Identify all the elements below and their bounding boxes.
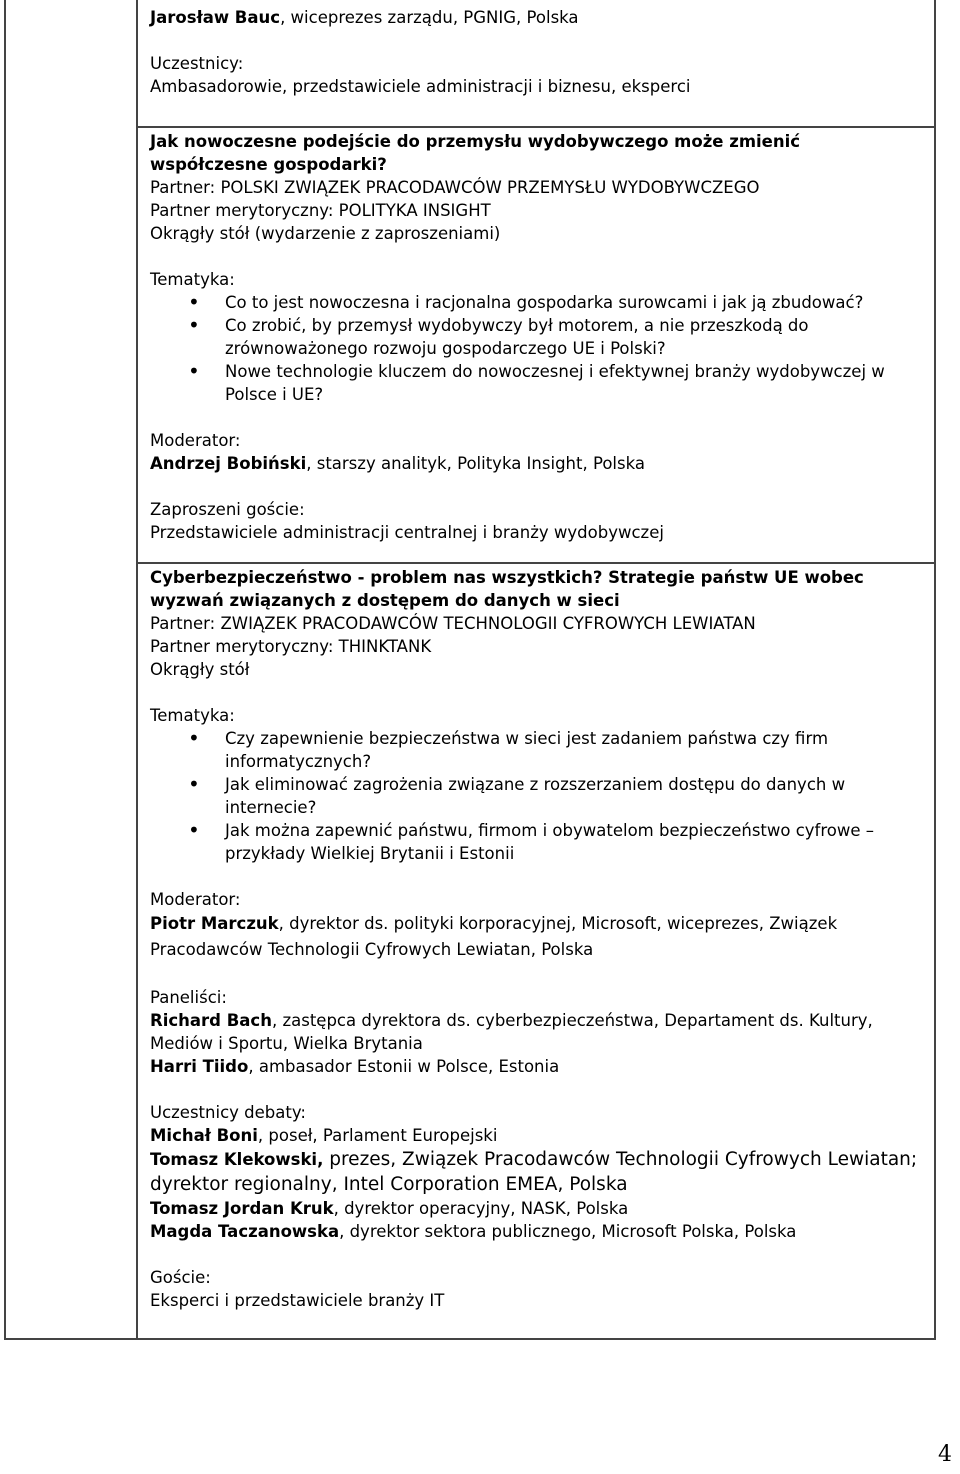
session-title: Jak nowoczesne podejście do przemysłu wydobywczego może zmienić współczesne gospodarki? bbox=[150, 132, 801, 174]
list-item: • Nowe technologie kluczem do nowoczesnej i efektywnej branży wydobywczej w Polsce i UE? bbox=[150, 360, 926, 406]
speaker-name: Jarosław Bauc bbox=[150, 8, 281, 27]
moderator-name: Piotr Marczuk bbox=[150, 914, 279, 933]
debate-line bbox=[150, 1124, 926, 1147]
panelist-name: Harri Tiido bbox=[150, 1057, 249, 1076]
panelist-line bbox=[150, 1055, 926, 1078]
session-partner: Partner: ZWIĄZEK PRACODAWCÓW TECHNOLOGII CYFROWYCH LEWIATAN bbox=[150, 614, 756, 633]
moderator-line bbox=[150, 452, 926, 475]
panelist-line bbox=[150, 1009, 926, 1055]
debate-line bbox=[150, 1220, 926, 1243]
debate-line bbox=[150, 1147, 926, 1197]
speaker-line bbox=[150, 6, 926, 29]
topics-list bbox=[150, 291, 926, 406]
list-item: • Co zrobić, by przemysł wydobywczy był motorem, a nie przeszkodą do zrównoważonego rozwoju gospodarczego UE i Polski? bbox=[150, 314, 926, 360]
moderator-name: Andrzej Bobiński bbox=[150, 454, 307, 473]
panelist-role: , zastępca dyrektora ds. cyberbezpieczeństwa, Departament ds. Kultury, Mediów i Sportu, Wielka Brytania bbox=[150, 1011, 873, 1053]
debate-name: Tomasz Klekowski, bbox=[150, 1150, 324, 1169]
moderator-role: , starszy analityk, Polityka Insight, Polska bbox=[306, 454, 645, 473]
session-format: Okrągły stół bbox=[150, 660, 250, 679]
list-item: • Czy zapewnienie bezpieczeństwa w sieci jest zadaniem państwa czy firm informatycznych? bbox=[150, 727, 926, 773]
debate-line bbox=[150, 1197, 926, 1220]
session-content-partner: Partner merytoryczny: THINKTANK bbox=[150, 637, 432, 656]
topics-list bbox=[150, 727, 926, 865]
panelists-label: Paneliści: bbox=[150, 988, 227, 1007]
debate-name: Michał Boni bbox=[150, 1126, 258, 1145]
participants-text: Ambasadorowie, przedstawiciele administracji i biznesu, eksperci bbox=[150, 77, 691, 96]
debate-label: Uczestnicy debaty: bbox=[150, 1103, 306, 1122]
moderator-label: Moderator: bbox=[150, 890, 241, 909]
panelist-name: Richard Bach bbox=[150, 1011, 272, 1030]
debate-role: , poseł, Parlament Europejski bbox=[257, 1126, 498, 1145]
session-format: Okrągły stół (wydarzenie z zaproszeniami) bbox=[150, 224, 501, 243]
list-item: • Co to jest nowoczesna i racjonalna gospodarka surowcami i jak ją zbudować? bbox=[150, 291, 926, 314]
debate-role: prezes, Związek Pracodawców Technologii Cyfrowych Lewiatan; dyrektor regionalny, Intel Corporation EMEA, Polska bbox=[150, 1149, 918, 1195]
list-item: • Jak eliminować zagrożenia związane z rozszerzaniem dostępu do danych w internecie? bbox=[150, 773, 926, 819]
debate-name: Magda Taczanowska bbox=[150, 1222, 340, 1241]
guests-text: Przedstawiciele administracji centralnej i branży wydobywczej bbox=[150, 523, 664, 542]
debate-role: , dyrektor operacyjny, NASK, Polska bbox=[333, 1199, 629, 1218]
page-number: 4 bbox=[938, 1442, 952, 1467]
moderator-role: , dyrektor ds. polityki korporacyjnej, Microsoft, wiceprezes, Związek Pracodawców Technologii Cyfrowych Lewiatan, Polska bbox=[150, 914, 838, 959]
agenda-table bbox=[4, 0, 936, 1340]
session-content-partner: Partner merytoryczny: POLITYKA INSIGHT bbox=[150, 201, 491, 220]
topics-label: Tematyka: bbox=[150, 270, 235, 289]
debate-name: Tomasz Jordan Kruk bbox=[150, 1199, 334, 1218]
session-title: Cyberbezpieczeństwo - problem nas wszystkich? Strategie państw UE wobec wyzwań związanych z dostępem do danych w sieci bbox=[150, 568, 864, 610]
content-column bbox=[138, 0, 936, 1340]
guests-text: Eksperci i przedstawiciele branży IT bbox=[150, 1291, 445, 1310]
guests-label: Zaproszeni goście: bbox=[150, 500, 305, 519]
session-row-1 bbox=[138, 0, 934, 128]
guests-label: Goście: bbox=[150, 1268, 211, 1287]
session-partner: Partner: POLSKI ZWIĄZEK PRACODAWCÓW PRZEMYSŁU WYDOBYWCZEGO bbox=[150, 178, 760, 197]
speaker-role: , wiceprezes zarządu, PGNIG, Polska bbox=[280, 8, 579, 27]
list-item: • Jak można zapewnić państwu, firmom i obywatelom bezpieczeństwo cyfrowe – przykłady Wielkiej Brytanii i Estonii bbox=[150, 819, 926, 865]
moderator-line bbox=[150, 911, 926, 963]
debate-role: , dyrektor sektora publicznego, Microsoft Polska, Polska bbox=[339, 1222, 797, 1241]
moderator-label: Moderator: bbox=[150, 431, 241, 450]
participants-label: Uczestnicy: bbox=[150, 54, 244, 73]
session-row-3 bbox=[138, 564, 934, 1340]
session-row-2 bbox=[138, 128, 934, 564]
time-column bbox=[4, 0, 138, 1340]
panelist-role: , ambasador Estonii w Polsce, Estonia bbox=[248, 1057, 560, 1076]
topics-label: Tematyka: bbox=[150, 706, 235, 725]
